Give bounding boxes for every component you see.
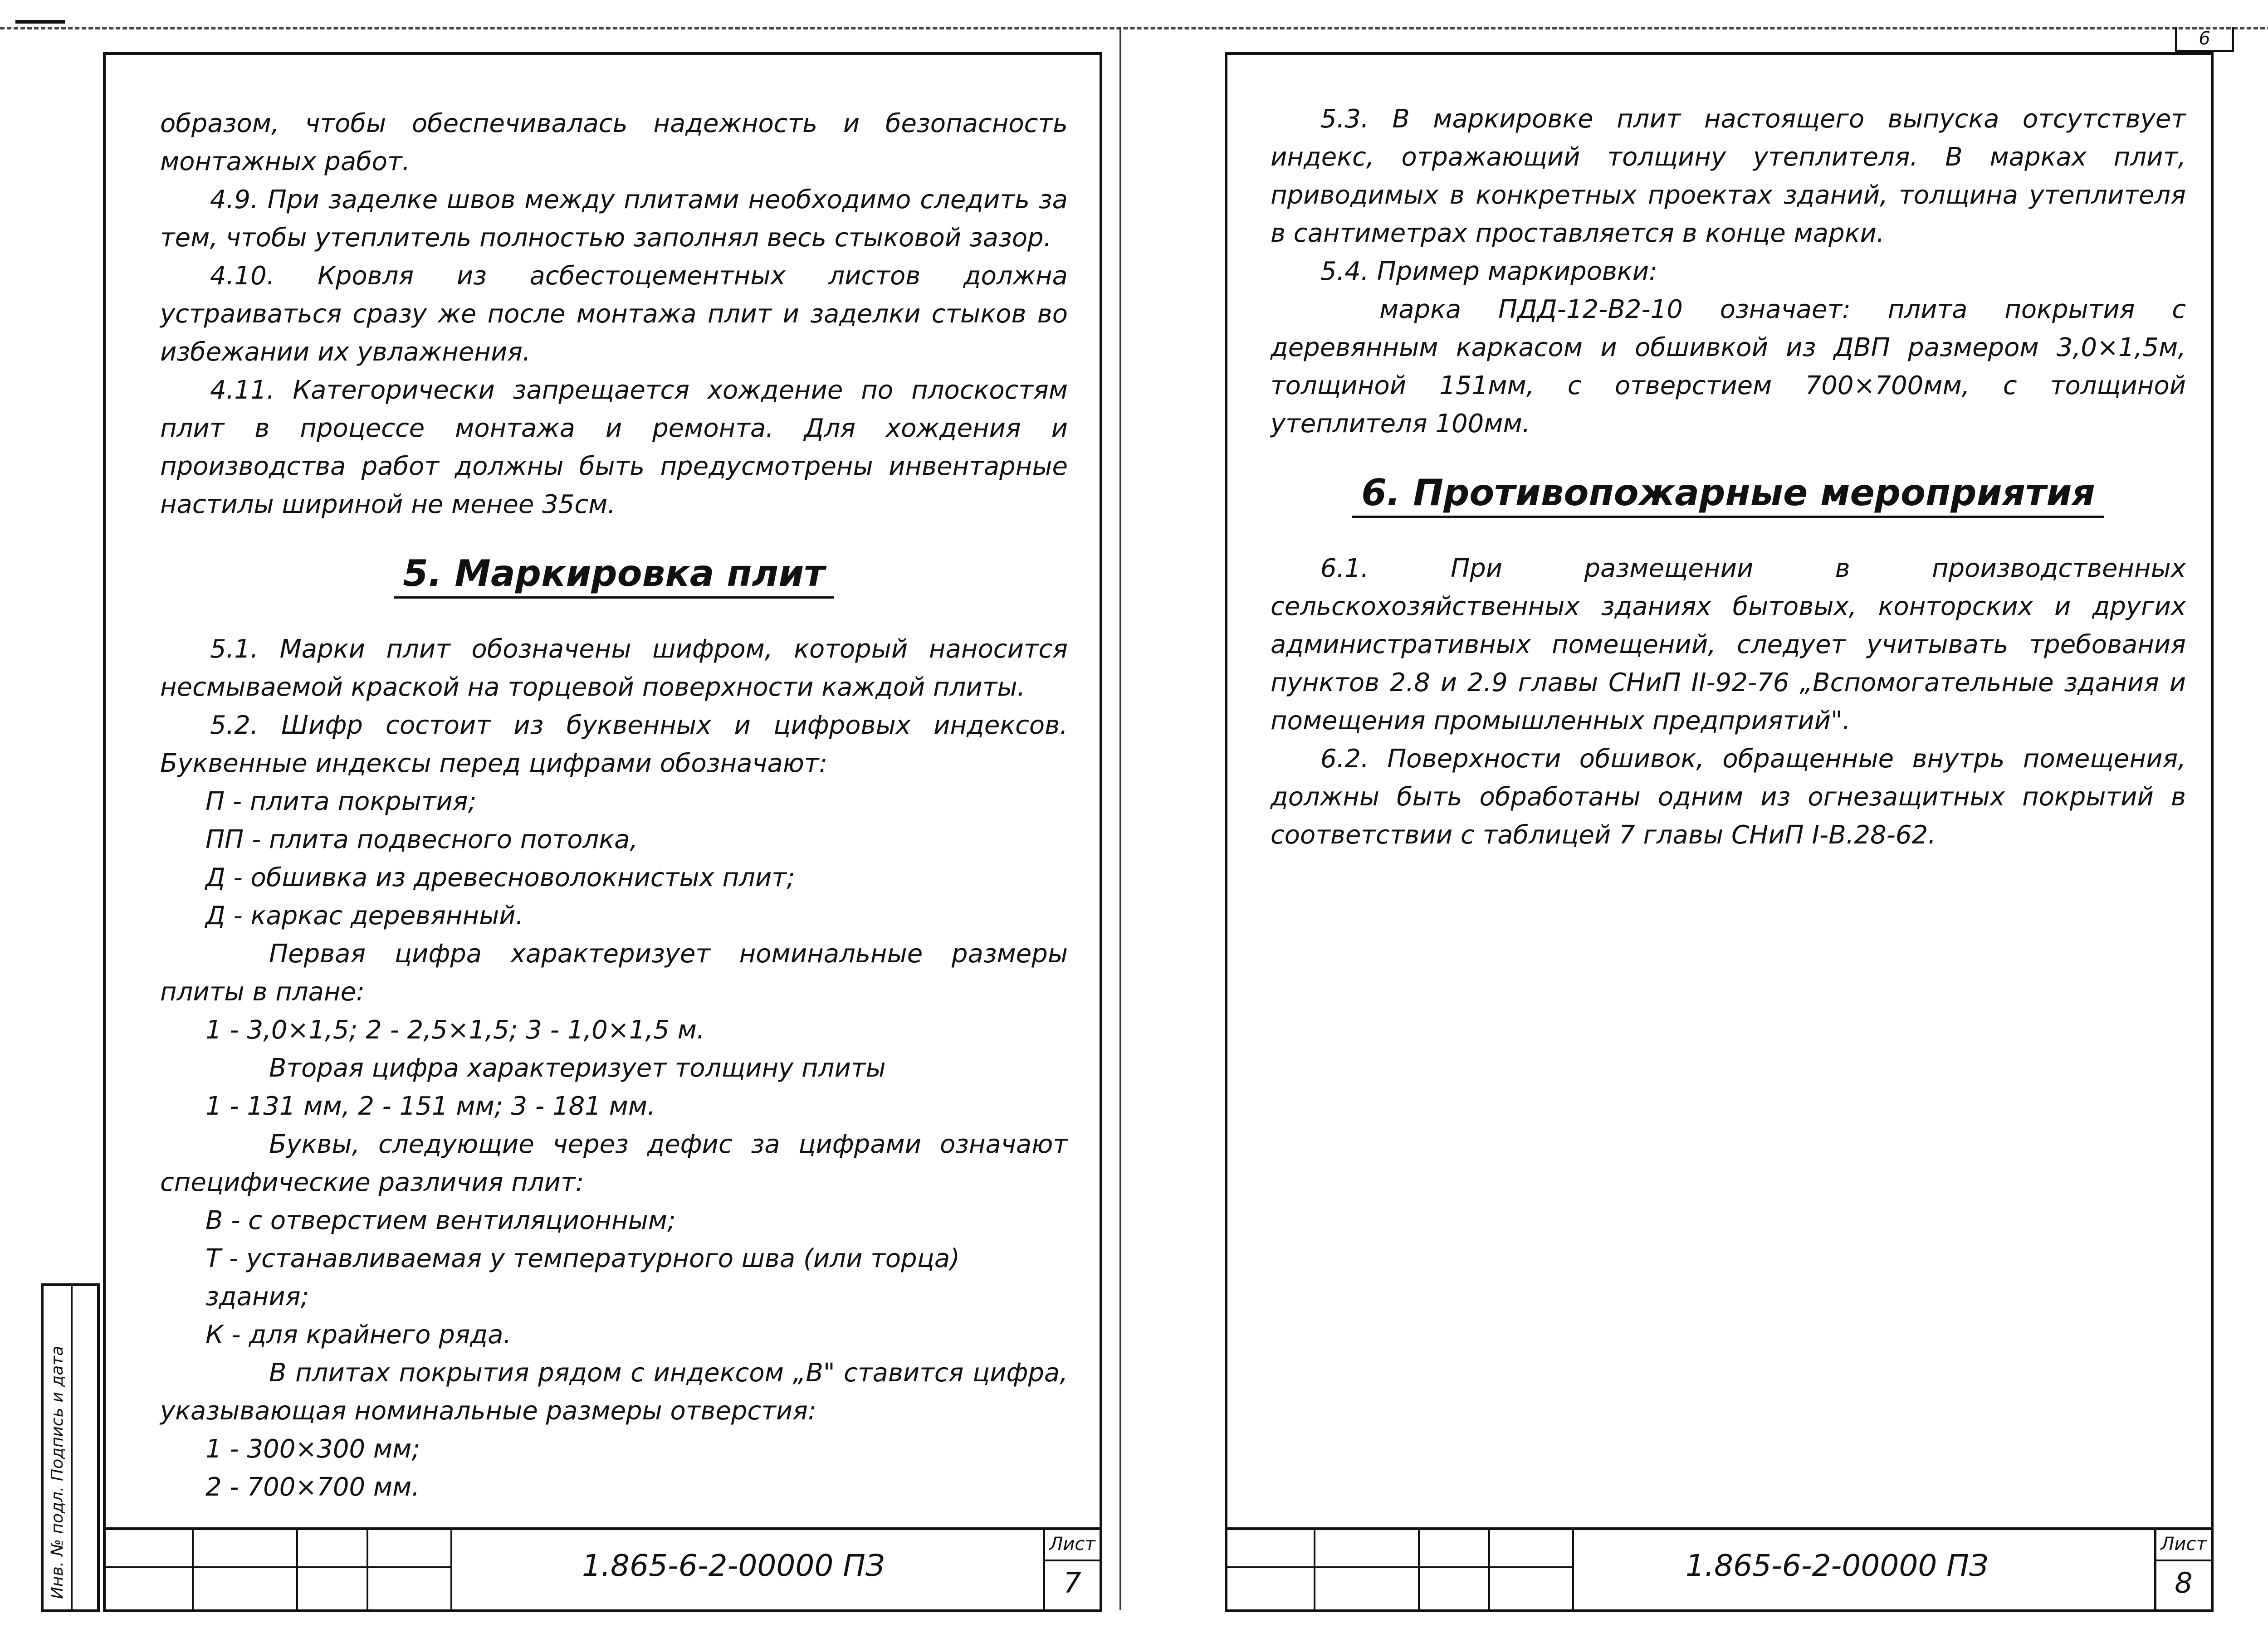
stamp-line <box>192 1530 194 1609</box>
paragraph: В плитах покрытия рядом с индексом „В" ставится цифра, указывающая номинальные размеры отверстия: <box>160 1358 1068 1426</box>
list-item: 2 - 700×700 мм. <box>205 1472 420 1502</box>
right-sheet <box>1225 52 2214 1612</box>
page-divider <box>1119 27 1121 1610</box>
stamp-line <box>1488 1530 1490 1609</box>
paragraph: Первая цифра характеризует номинальные размеры плиты в плане: <box>160 939 1068 1007</box>
stamp-line <box>106 1566 450 1568</box>
paragraph: 4.9. При заделке швов между плитами необходимо следить за тем, чтобы утеплитель полностью заполнял весь стыковой зазор. <box>160 185 1068 253</box>
side-stamp-strip <box>41 1283 100 1612</box>
list-item: 1 - 3,0×1,5; 2 - 2,5×1,5; 3 - 1,0×1,5 м. <box>205 1015 705 1045</box>
sheet-box-divider <box>1045 1560 1100 1561</box>
sheet-box-divider <box>2156 1560 2211 1561</box>
title-block <box>106 1527 1100 1609</box>
paragraph: 5.4. Пример маркировки: <box>1320 257 1657 286</box>
sheet-number: 7 <box>1063 1566 1081 1599</box>
list-item: К - для крайнего ряда. <box>205 1320 512 1350</box>
paragraph: 6.2. Поверхности обшивок, обращенные внутрь помещения, должны быть обработаны одним из огнезащитных покрытий в соответствии с таблицей 7 главы СНиП I-В.28-62. <box>1271 744 2186 850</box>
stamp-line <box>1572 1530 1574 1609</box>
list-item: Д - обшивка из древесноволокнистых плит; <box>205 863 795 892</box>
sheet-number-box <box>1043 1530 1100 1609</box>
corner-mark <box>15 20 65 24</box>
stamp-line <box>1418 1530 1420 1609</box>
paragraph: марка ПДД-12-В2-10 означает: плита покрытия с деревянным каркасом и обшивкой из ДВП размером 3,0×1,5м, толщиной 151мм, с отверстием 700×700мм, с толщиной утеплителя 100мм. <box>1271 295 2186 439</box>
document-code: 1.865-6-2-00000 ПЗ <box>1686 1548 1989 1583</box>
paragraph: 5.1. Марки плит обозначены шифром, который наносится несмываемой краской на торцевой поверхности каждой плиты. <box>160 634 1068 702</box>
left-sheet-text <box>160 105 1068 1506</box>
right-sheet-text <box>1271 100 2186 854</box>
section-heading <box>1271 468 2186 518</box>
sheet-label: Лист <box>2160 1534 2207 1555</box>
document-code: 1.865-6-2-00000 ПЗ <box>582 1548 885 1583</box>
section-heading-text: 5. Маркировка плит <box>394 552 834 599</box>
sheet-label: Лист <box>1049 1534 1095 1555</box>
paragraph: 4.11. Категорически запрещается хождение по плоскостям плит в процессе монтажа и ремонта. Для хождения и производства работ должны быть предусмотрены инвентарные настилы шириной не менее 35см. <box>160 375 1068 519</box>
title-block <box>1227 1527 2211 1609</box>
strip-line <box>71 1286 73 1609</box>
list-item: ПП - плита подвесного потолка, <box>205 825 638 854</box>
sheet-number: 8 <box>2175 1566 2193 1599</box>
corner-tab: 6 <box>2175 27 2234 52</box>
paragraph: 4.10. Кровля из асбестоцементных листов должна устраиваться сразу же после монтажа плит и заделки стыков во избежании их увлажнения. <box>160 261 1068 367</box>
list-item: 1 - 131 мм, 2 - 151 мм; 3 - 181 мм. <box>205 1092 655 1121</box>
stamp-line <box>450 1530 452 1609</box>
stamp-line <box>296 1530 298 1609</box>
list-item: 1 - 300×300 мм; <box>205 1434 420 1464</box>
list-item: Т - устанавливаемая у температурного шва (или торца) здания; <box>205 1244 960 1311</box>
left-sheet <box>103 52 1102 1612</box>
stamp-line <box>1314 1530 1315 1609</box>
side-label-signature: Подпись и дата <box>48 1345 67 1481</box>
paragraph: Буквы, следующие через дефис за цифрами означают специфические различия плит: <box>160 1130 1068 1197</box>
stamp-line <box>1227 1566 1572 1568</box>
top-dashed-cut-line <box>0 27 2268 29</box>
section-heading <box>160 549 1068 599</box>
side-label-inventory: Инв. № подл. <box>48 1486 67 1599</box>
stamp-line <box>367 1530 368 1609</box>
paragraph: Вторая цифра характеризует толщину плиты <box>269 1053 886 1083</box>
paragraph: 5.3. В маркировке плит настоящего выпуска отсутствует индекс, отражающий толщину утеплителя. В марках плит, приводимых в конкретных проектах зданий, толщина утеплителя в сантиметрах проставляется в конце марки. <box>1271 104 2186 248</box>
paragraph: 6.1. При размещении в производственных сельскохозяйственных зданиях бытовых, конторских и других административных помещений, следует учитывать требования пунктов 2.8 и 2.9 главы СНиП II-92-76 „Вспомогательные здания и помещения промышленных предприятий". <box>1271 554 2186 736</box>
paragraph: образом, чтобы обеспечивалась надежность и безопасность монтажных работ. <box>160 109 1068 176</box>
section-heading-text: 6. Противопожарные мероприятия <box>1352 472 2104 518</box>
list-item: Д - каркас деревянный. <box>205 901 524 931</box>
list-item: В - с отверстием вентиляционным; <box>205 1206 676 1235</box>
paragraph: 5.2. Шифр состоит из буквенных и цифровых индексов. Буквенные индексы перед цифрами обозначают: <box>160 711 1068 778</box>
list-item: П - плита покрытия; <box>205 787 477 816</box>
sheet-number-box <box>2154 1530 2211 1609</box>
